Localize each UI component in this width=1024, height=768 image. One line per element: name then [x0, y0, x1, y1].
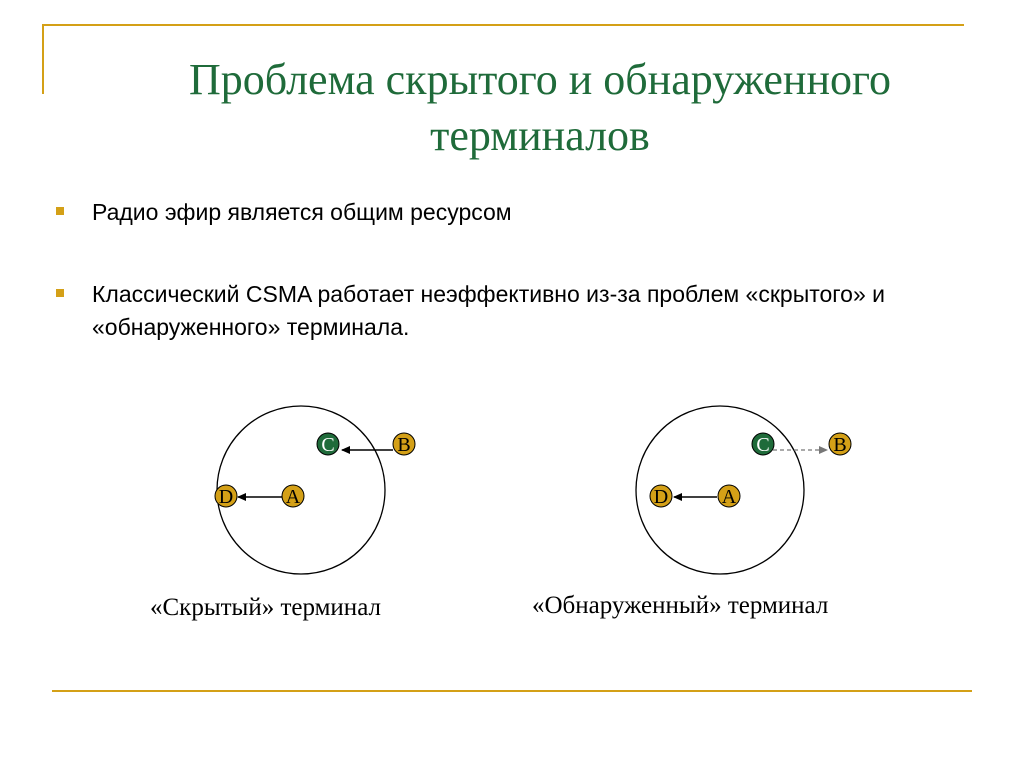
bullet-text: Классический CSMA работает неэффективно из-за проблем «скрытого» и «обнаруженного» терминала. [92, 281, 886, 340]
node-d [215, 485, 237, 508]
title-line-2: терминалов [430, 111, 650, 160]
node-c-label: C [321, 434, 335, 456]
node-a [282, 485, 304, 508]
node-d-label: D [653, 486, 669, 508]
node-b-label: B [833, 434, 847, 456]
exposed-terminal-diagram [636, 406, 851, 574]
node-c [752, 433, 774, 456]
node-b [829, 433, 851, 456]
node-a-label: A [285, 486, 301, 508]
node-b [393, 433, 415, 456]
node-c [317, 433, 339, 456]
node-a [718, 485, 740, 508]
node-a-label: A [721, 486, 737, 508]
node-b-label: B [397, 434, 411, 456]
node-c-label: C [756, 434, 770, 456]
exposed-terminal-caption: «Обнаруженный» терминал [532, 592, 829, 619]
hidden-terminal-diagram [215, 406, 415, 574]
title-line-1: Проблема скрытого и обнаруженного [189, 55, 891, 104]
node-d-label: D [218, 486, 234, 508]
hidden-terminal-caption: «Скрытый» терминал [150, 594, 381, 621]
bullet-text: Радио эфир является общим ресурсом [92, 199, 512, 225]
frame-bottom-line [52, 690, 972, 692]
node-d [650, 485, 672, 508]
